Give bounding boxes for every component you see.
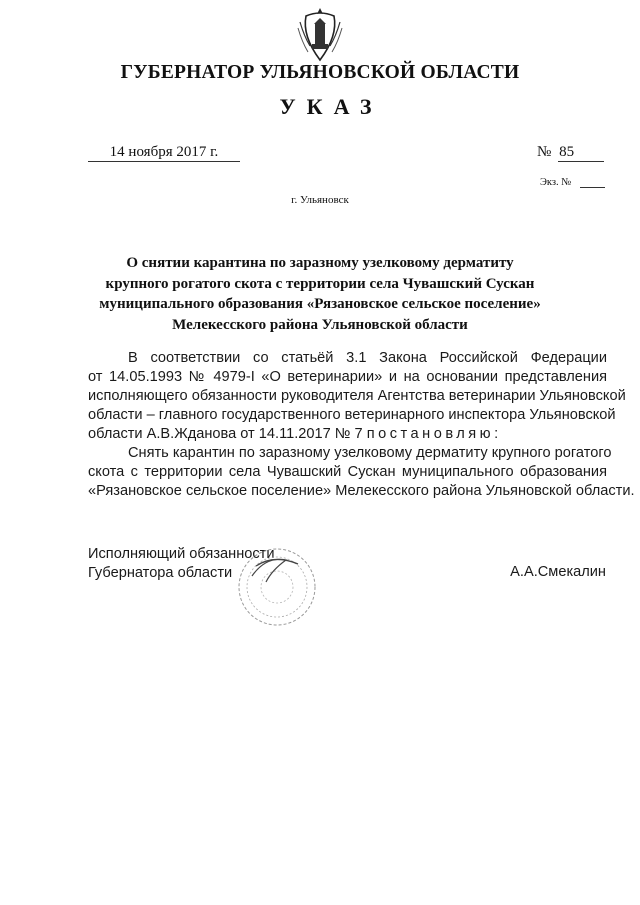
body-line: скота с территории села Чувашский Сускан муниципального образования <box>88 464 607 480</box>
document-date: 14 ноября 2017 г. <box>109 144 219 160</box>
decree-keyword: постановляю: <box>366 426 502 442</box>
document-title <box>88 253 552 335</box>
number-value: 85 <box>559 144 575 160</box>
body-line: В соответствии со статьёй 3.1 Закона Российской Федерации <box>128 350 607 366</box>
coat-of-arms-icon <box>296 6 344 64</box>
body-line <box>88 425 607 444</box>
position-line: Губернатора области <box>88 565 233 581</box>
date-underline <box>88 161 240 162</box>
number-prefix: № <box>537 144 552 160</box>
title-line: О снятии карантина по заразному узелковому дерматиту <box>126 255 514 271</box>
position-line: Исполняющий обязанности <box>88 546 275 562</box>
document-type: УКАЗ <box>279 94 383 119</box>
body-line-text: области А.В.Жданова от 14.11.2017 № 7 <box>88 426 363 442</box>
copy-underline <box>580 187 605 188</box>
official-seal-icon <box>236 546 318 628</box>
document-body <box>88 349 635 501</box>
title-line: Мелекесского района Ульяновской области <box>172 316 468 333</box>
title-line: муниципального образования «Рязановское сельское поселение» <box>99 296 541 312</box>
document-number <box>537 144 574 161</box>
body-line: Снять карантин по заразному узелковому дерматиту крупного рогатого <box>128 445 612 461</box>
body-line: области – главного государственного ветеринарного инспектора Ульяновской <box>88 407 616 423</box>
body-line: исполняющего обязанности руководителя Агентства ветеринарии Ульяновской <box>88 388 626 404</box>
issuing-authority: ГУБЕРНАТОР УЛЬЯНОВСКОЙ ОБЛАСТИ <box>120 62 520 83</box>
body-line: «Рязановское сельское поселение» Мелекесского района Ульяновской области. <box>88 483 635 499</box>
number-underline <box>558 161 604 162</box>
issue-city: г. Ульяновск <box>291 194 349 206</box>
signer-name: А.А.Смекалин <box>510 564 606 580</box>
copy-number-label: Экз. № <box>540 177 572 188</box>
title-line: крупного рогатого скота с территории села Чувашский Сускан <box>105 275 535 292</box>
body-line: от 14.05.1993 № 4979-I «О ветеринарии» и на основании представления <box>88 369 607 385</box>
